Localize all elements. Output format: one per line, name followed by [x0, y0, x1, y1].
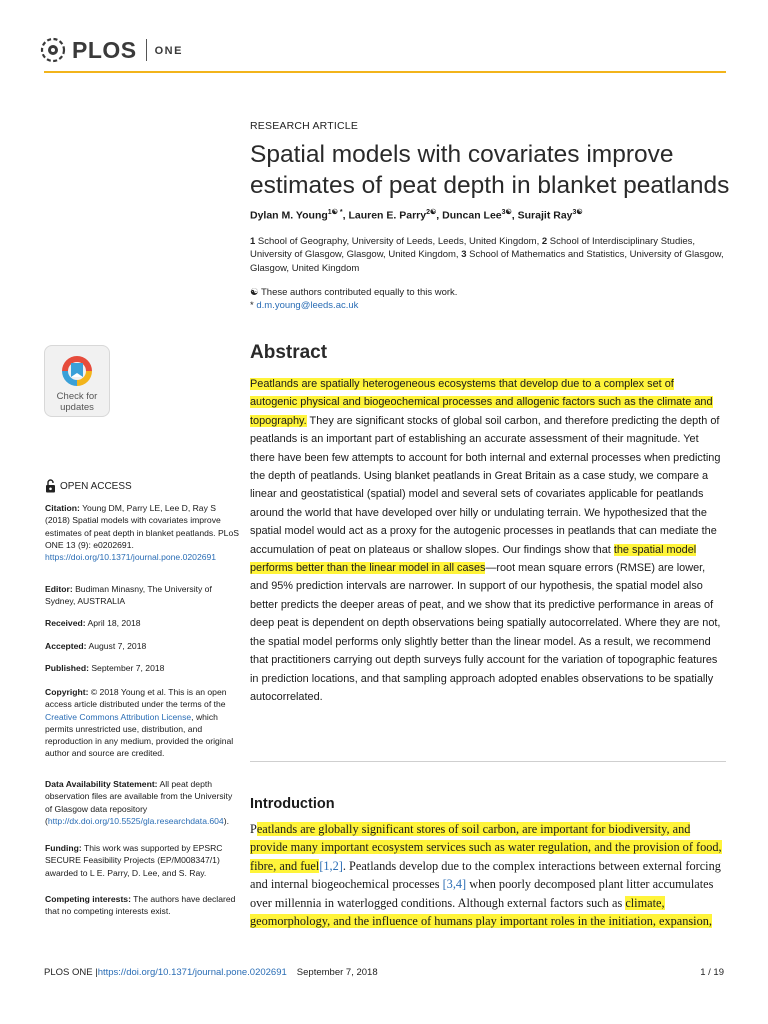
intro-text-segment: P: [250, 822, 257, 836]
data-availability-label: Data Availability Statement:: [45, 779, 158, 789]
received-label: Received:: [45, 618, 86, 628]
badge-line: updates: [60, 402, 94, 413]
introduction-text: [250, 820, 726, 930]
email-link[interactable]: d.m.young@leeds.ac.uk: [256, 300, 359, 311]
competing-interests-block: [45, 893, 240, 918]
header-rule: [44, 71, 726, 73]
accepted-date: August 7, 2018: [86, 641, 147, 651]
corresponding-email: [250, 300, 358, 311]
open-lock-icon: [45, 479, 56, 493]
author-name[interactable]: Lauren E. Parry: [348, 209, 427, 222]
data-availability-text: ).: [223, 815, 229, 826]
copyright-text: , which permits unrestricted use, distribution, and reproduction in any medium, provided the original author and source are credited.: [45, 711, 234, 759]
published-label: Published:: [45, 663, 89, 673]
citation-text: Young DM, Parry LE, Lee D, Ray S (2018) Spatial models with covariates improve estimates of peat depth in blanket peatlands. PLoS ONE 13 (9): e0202691.: [45, 503, 239, 550]
highlighted-text[interactable]: climate, geomorphology, and the influence of humans play important roles in the initiation, expansion,: [250, 895, 712, 929]
badge-label: [45, 391, 109, 413]
author-separator: ,: [511, 209, 518, 222]
intro-text-segment: when poorly decomposed plant litter accumulates over millennia in waterlogged conditions. Although external factors such as: [250, 877, 714, 910]
citation-block: [45, 502, 240, 563]
funding-text: This work was supported by EPSRC SECURE Feasibility Projects (EP/M008347/1) awarded to L E. Parry, D. Lee, and S. Ray.: [45, 843, 223, 878]
footer-journal: PLOS ONE |: [44, 967, 98, 978]
plos-one-logo[interactable]: [38, 32, 183, 68]
copyright-label: Copyright:: [45, 687, 89, 697]
abstract-text-segment: —root mean square errors (RMSE) are lower, and 95% prediction intervals are narrower. In support of our hypothesis, the spatial model also better predicts the deeper areas of peat, and we show that its predictive performance in areas of deep peat is dependent on depth observations being spatially autocorrelated. Where they are not, the spatial model performs only slightly better than the linear model. As a result, we recommend that practitioners carrying out depth surveys fully account for the variation of topographic features in prediction locations, and that sampling approach adopted enables observations to be spatially autocorrelated.: [250, 562, 721, 703]
editor-text: Budiman Minasny, The University of Sydney, AUSTRALIA: [45, 584, 212, 607]
affiliations: [250, 235, 725, 275]
author-list: [250, 208, 583, 222]
data-availability-text: All peat depth observation files are available from the University of Glasgow data repository (: [45, 779, 233, 826]
published-date: September 7, 2018: [88, 663, 165, 673]
affiliation-number: 1: [250, 236, 256, 247]
affiliation-text: School of Geography, University of Leeds, Leeds, United Kingdom,: [255, 236, 542, 247]
reference-link[interactable]: [3,4]: [442, 877, 467, 892]
abstract-heading: Abstract: [250, 342, 328, 363]
editor-block: [45, 583, 240, 608]
email-marker: *: [250, 300, 257, 311]
introduction-heading: Introduction: [250, 796, 335, 812]
author-affiliation-mark: 1☯ *: [327, 209, 343, 216]
article-title: Spatial models with covariates improve estimates of peat depth in blanket peatlands: [250, 141, 730, 199]
article-type: RESEARCH ARTICLE: [250, 120, 359, 132]
intro-text-segment: . Peatlands develop due to the complex interactions between external forcing and internal biogeochemical processes: [250, 858, 721, 892]
author-separator: ,: [342, 209, 349, 222]
page-footer: [44, 967, 724, 978]
page-number: 1 / 19: [700, 967, 724, 978]
license-link[interactable]: Creative Commons Attribution License: [45, 711, 192, 722]
footer-date: September 7, 2018: [296, 967, 378, 978]
open-access-text: OPEN ACCESS: [60, 480, 132, 492]
highlighted-text[interactable]: eatlands are globally significant stores of soil carbon, are important for biodiversity, and provide many important ecosystem services such as water regulation, and the provision of food, fibre, and fuel: [250, 822, 722, 873]
logo-wordmark: PLOS: [72, 36, 137, 63]
crossmark-icon: [58, 352, 96, 390]
received-block: [45, 617, 240, 629]
affiliation-text: School of Interdisciplinary Studies, University of Glasgow, Glasgow, United Kingdom,: [250, 236, 696, 261]
data-repository-link[interactable]: http://dx.doi.org/10.5525/gla.researchdata.604: [47, 815, 224, 826]
copyright-block: [45, 686, 240, 760]
plos-logo-icon: [38, 35, 68, 65]
author-separator: ,: [436, 209, 443, 222]
citation-doi-link[interactable]: https://doi.org/10.1371/journal.pone.0202691: [45, 552, 217, 563]
author-affiliation-mark: 2☯: [426, 209, 437, 216]
author-affiliation-mark: 3☯: [501, 209, 512, 216]
accepted-block: [45, 640, 240, 652]
author-name[interactable]: Surajit Ray: [517, 209, 573, 222]
author-name[interactable]: Dylan M. Young: [250, 209, 328, 222]
citation-label: Citation:: [45, 503, 80, 513]
check-for-updates-badge[interactable]: [44, 345, 110, 417]
received-date: April 18, 2018: [85, 618, 141, 628]
highlighted-text[interactable]: the spatial model performs better than the linear model in all cases: [250, 543, 697, 575]
affiliation-text: School of Mathematics and Statistics, University of Glasgow, Glasgow, United Kingdom: [250, 249, 724, 274]
logo-journal-name: ONE: [154, 45, 183, 57]
author-affiliation-mark: 3☯: [572, 209, 583, 216]
highlighted-text[interactable]: Peatlands are spatially heterogeneous ecosystems that develop due to a complex set of autogenic physical and biogeochemical processes and allogenic factors such as the climate and topography.: [250, 378, 713, 427]
abstract-text: [250, 375, 724, 706]
reference-link[interactable]: [1,2]: [319, 858, 343, 873]
logo-divider: [146, 39, 147, 61]
competing-interests-label: Competing interests:: [45, 894, 131, 904]
competing-interests-text: The authors have declared that no competing interests exist.: [45, 894, 236, 917]
accepted-label: Accepted:: [45, 641, 87, 651]
author-name[interactable]: Duncan Lee: [442, 209, 502, 222]
open-access-label: [45, 479, 132, 493]
equal-contribution-note: ☯ These authors contributed equally to this work.: [250, 287, 458, 298]
section-divider: [250, 761, 726, 762]
affiliation-number: 3: [461, 249, 467, 261]
data-availability-block: [45, 778, 240, 827]
affiliation-number: 2: [541, 236, 548, 247]
copyright-text: © 2018 Young et al. This is an open access article distributed under the terms of the: [45, 687, 227, 710]
abstract-text-segment: They are significant stocks of global soil carbon, and therefore predicting the depth of peatlands is an important part of establishing an accurate assessment of their magnitude. Yet there have been few attempts to account for both internal and external processes when predicting the depth of peatlands. Using blanket peatlands in Great Britain as a case study, we compare a linear and geostatistical (spatial) model and several sets of covariates applicable for peatlands around the world that have developed over hilly or undulating terrain. We hypothesized that the spatial model would act as a proxy for the autogenic processes in peatlands that can mediate the accumulation of peat on plateaus or shallow slopes. Our findings show that: [250, 414, 721, 556]
funding-block: [45, 842, 240, 879]
funding-label: Funding:: [45, 843, 82, 853]
badge-line: Check for: [56, 391, 98, 402]
footer-doi-link[interactable]: https://doi.org/10.1371/journal.pone.0202691: [97, 967, 287, 978]
editor-label: Editor:: [45, 584, 73, 594]
published-block: [45, 662, 240, 674]
